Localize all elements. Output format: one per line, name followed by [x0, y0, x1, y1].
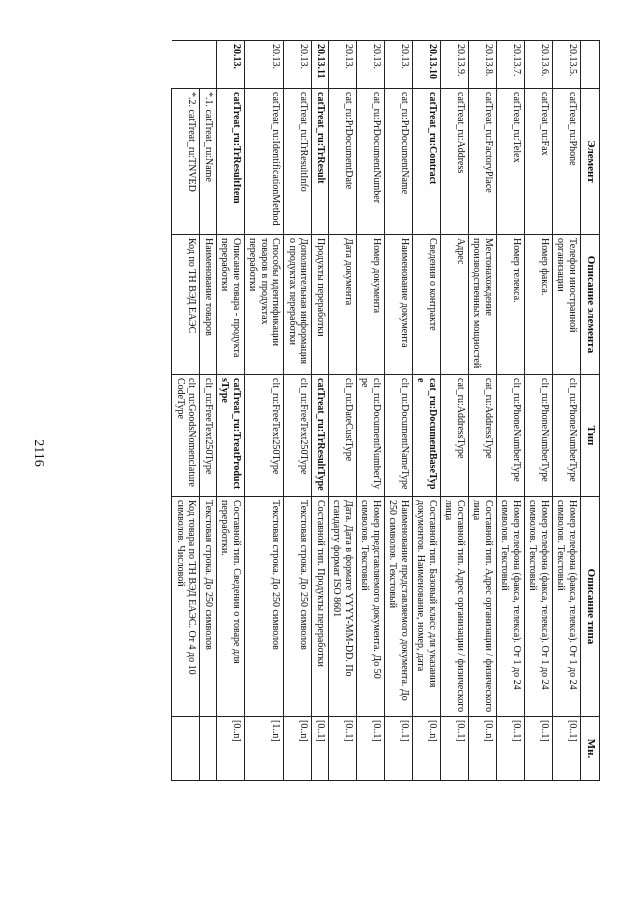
row-mn: [0..1]	[385, 717, 413, 781]
sub-row-type: clt_ru:FreeText250Type	[200, 375, 217, 497]
sub-row-element	[172, 89, 200, 235]
row-element-desc: Способы идентификации товаров в продуктах переработки	[245, 235, 285, 375]
page-number: 2116	[31, 439, 46, 467]
header-element-desc: Описание элемента	[581, 235, 600, 375]
row-number: 20.13.	[217, 41, 245, 89]
row-element-desc: Дополнительная информация о продуктах переработки	[284, 235, 312, 375]
row-mn: [0..1]	[441, 717, 469, 781]
sub-row-type: clt_ru:GoodsNomenclatureCodeType	[172, 375, 200, 497]
row-mn: [0..n]	[413, 717, 441, 781]
table-row	[217, 41, 245, 781]
row-element: catTreat_ru:Contract	[413, 89, 441, 235]
table-row	[357, 41, 385, 781]
row-element-desc: Телефон иностранной организации	[553, 235, 581, 375]
row-element: catTreat_ru:TrResultInfo	[284, 89, 312, 235]
row-type: clt_ru:PhoneNumberType	[497, 375, 525, 497]
row-element-desc: Продукты переработки	[312, 235, 329, 375]
row-type-desc: Номер телефона (факса, телекса). От 1 до 24 символов. Текстовый	[525, 497, 553, 717]
row-type: clt_ru:DocumentNumberType	[357, 375, 385, 497]
row-element-desc: Адрес	[441, 235, 469, 375]
table-row	[497, 41, 525, 781]
row-number: 20.13.	[284, 41, 312, 89]
row-type: cat_ru:DocumentBaseType	[413, 375, 441, 497]
row-element: catTreat_ru:Phone	[553, 89, 581, 235]
row-type: catTreat_ru:TrResultType	[312, 375, 329, 497]
row-mn: [0..n]	[284, 717, 312, 781]
row-element: cat_ru:PrDocumentNumber	[357, 89, 385, 235]
row-number: 20.13.7.	[497, 41, 525, 89]
row-element: catTreat_ru:TrResultItem	[217, 89, 245, 235]
row-type: clt_ru:PhoneNumberType	[553, 375, 581, 497]
row-type: clt_ru:FreeText250Type	[284, 375, 312, 497]
row-mn: [0..1]	[553, 717, 581, 781]
row-type-desc: Текстовая строка. До 250 символов	[245, 497, 285, 717]
table-row	[441, 41, 469, 781]
row-element: catTreat_ru:Fax	[525, 89, 553, 235]
row-element-desc: Наименование документа	[385, 235, 413, 375]
row-mn: [0..1]	[497, 717, 525, 781]
table-row	[385, 41, 413, 781]
row-number: 20.13.8.	[469, 41, 497, 89]
row-type-desc: Номер телефона (факса, телекса). От 1 до 24 символов. Текстовый	[553, 497, 581, 717]
row-element: cat_ru:PrDocumentName	[385, 89, 413, 235]
row-type: clt_ru:DocumentNameType	[385, 375, 413, 497]
sub-table-row	[200, 41, 217, 781]
row-type-desc: Наименование представляемого документа. До 250 символов. Текстовый	[385, 497, 413, 717]
table-header-row	[581, 41, 600, 781]
sub-row-element-desc: Код по ТН ВЭД ЕАЭС	[172, 235, 200, 375]
row-type-desc: Номер телефона (факса, телекса). От 1 до 24 символов. Текстовый	[497, 497, 525, 717]
sub-row-element-name: catTreat_ru:TNVED	[186, 109, 198, 192]
row-element-desc: Дата документа	[329, 235, 357, 375]
sub-row-element-desc: Наименование товаров	[200, 235, 217, 375]
document-table-rotated	[110, 40, 600, 780]
row-element-desc: Номер телекса.	[497, 235, 525, 375]
sub-row-number: *.2.	[186, 92, 198, 107]
header-mn: Мн.	[581, 717, 600, 781]
row-number: 20.13.10	[413, 41, 441, 89]
row-element-desc: Номер факса.	[525, 235, 553, 375]
row-element-desc: Местонахождение производственных мощностей	[469, 235, 497, 375]
row-mn: [0..1]	[525, 717, 553, 781]
sub-row-indent	[172, 41, 200, 89]
row-element: cat_ru:PrDocumentDate	[329, 89, 357, 235]
row-number: 20.13.5.	[553, 41, 581, 89]
row-type: clt_ru:FreeText250Type	[245, 375, 285, 497]
row-type-desc: Дата. Дата в формате YYYY-MM-DD. По стандарту формат ISO 8601	[329, 497, 357, 717]
table-row	[284, 41, 312, 781]
header-element: Элемент	[581, 89, 600, 235]
row-element: catTreat_ru:Address	[441, 89, 469, 235]
row-type-desc: Составной тип. Базовый класс для указания документов. Наименование, номер, дата	[413, 497, 441, 717]
row-type-desc: Составной тип. Адрес организации / физического лица	[441, 497, 469, 717]
row-element-desc: Описание товара - продукта переработки	[217, 235, 245, 375]
row-type-desc: Номер представляемого документа. До 50 символов. Текстовый	[357, 497, 385, 717]
row-type-desc: Составной тип. Продукты переработки	[312, 497, 329, 717]
row-type: cat_ru:AddressType	[469, 375, 497, 497]
row-number: 20.13.6.	[525, 41, 553, 89]
sub-row-mn	[200, 717, 217, 781]
row-type: cat_ru:AddressType	[441, 375, 469, 497]
sub-table-row	[172, 41, 200, 781]
row-type-desc: Текстовая строка. До 250 символов	[284, 497, 312, 717]
row-type-desc: Составной тип. Сведения о товаре для переработки.	[217, 497, 245, 717]
sub-row-mn	[172, 717, 200, 781]
table-row	[245, 41, 285, 781]
sub-row-element	[200, 89, 217, 235]
row-type: clt_ru:DateCustType	[329, 375, 357, 497]
sub-row-element-name: catTreat_ru:Name	[203, 109, 214, 182]
row-type-desc: Составной тип. Адрес организации / физического лица	[469, 497, 497, 717]
row-element-desc: Сведения о контракте	[413, 235, 441, 375]
header-type: Тип	[581, 375, 600, 497]
table-row	[469, 41, 497, 781]
row-element: catTreat_ru:FactoryPlace	[469, 89, 497, 235]
row-type: catTreat_ru:TreatProductsType	[217, 375, 245, 497]
row-mn: [1..n]	[245, 717, 285, 781]
row-number: 20.13.	[329, 41, 357, 89]
row-element-desc: Номер документа	[357, 235, 385, 375]
row-element: catTreat_ru:IdentificationMethod	[245, 89, 285, 235]
table-row	[525, 41, 553, 781]
sub-row-type-desc: Текстовая строка. До 250 символов	[200, 497, 217, 717]
row-number: 20.13.9.	[441, 41, 469, 89]
row-type: clt_ru:PhoneNumberType	[525, 375, 553, 497]
table-body	[172, 41, 581, 781]
row-mn: [0..1]	[357, 717, 385, 781]
header-number	[581, 41, 600, 89]
header-type-desc: Описание типа	[581, 497, 600, 717]
table-row	[413, 41, 441, 781]
row-mn: [0..n]	[469, 717, 497, 781]
row-element: catTreat_ru:Telex	[497, 89, 525, 235]
sub-row-type-desc: Код товара по ТН ВЭД ЕАЭС. От 4 до 10 символов. Числовой	[172, 497, 200, 717]
sub-row-indent	[200, 41, 217, 89]
element-table	[172, 40, 601, 781]
table-row	[329, 41, 357, 781]
row-number: 20.13.	[245, 41, 285, 89]
sub-row-number: *.1.	[203, 92, 214, 107]
row-element: catTreat_ru:TrResult	[312, 89, 329, 235]
table-row	[553, 41, 581, 781]
row-number: 20.13.11	[312, 41, 329, 89]
table-row	[312, 41, 329, 781]
row-number: 20.13.	[357, 41, 385, 89]
row-number: 20.13.	[385, 41, 413, 89]
row-mn: [0..1]	[312, 717, 329, 781]
row-mn: [0..1]	[329, 717, 357, 781]
row-mn: [0..n]	[217, 717, 245, 781]
